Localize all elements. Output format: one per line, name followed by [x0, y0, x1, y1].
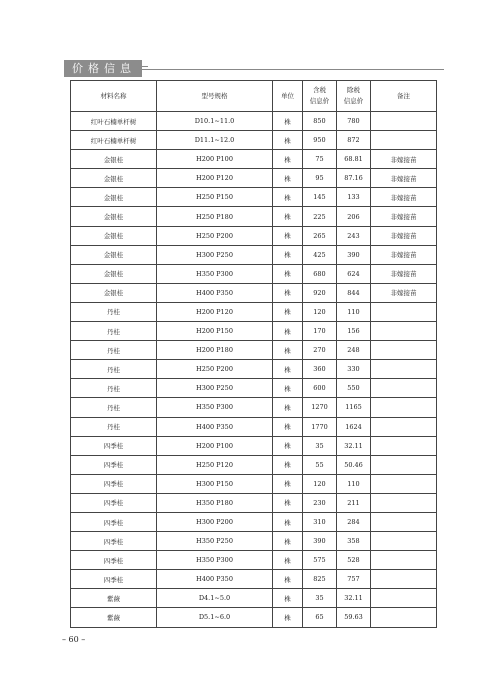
- cell-price-notax: 330: [337, 360, 371, 379]
- cell-remark: 非嫁接苗: [371, 264, 437, 283]
- cell-spec: H300 P250: [157, 245, 273, 264]
- cell-spec: H200 P150: [157, 322, 273, 341]
- cell-price-notax: 780: [337, 112, 371, 131]
- header-name: 材料名称: [71, 81, 157, 112]
- cell-remark: [371, 551, 437, 570]
- table-row: [71, 360, 437, 379]
- cell-spec: H250 P150: [157, 188, 273, 207]
- cell-spec: H300 P250: [157, 379, 273, 398]
- cell-spec: H350 P250: [157, 532, 273, 551]
- section-title: 价格信息: [64, 60, 142, 77]
- cell-price-tax: 95: [303, 169, 337, 188]
- header-price-tax-line2: 信息价: [309, 97, 330, 105]
- cell-unit: 株: [273, 532, 303, 551]
- cell-spec: H400 P350: [157, 283, 273, 302]
- cell-name: 四季桂: [71, 551, 157, 570]
- table-row: [71, 589, 437, 608]
- cell-unit: 株: [273, 360, 303, 379]
- cell-unit: 株: [273, 474, 303, 493]
- price-table: [70, 80, 437, 628]
- cell-price-tax: 265: [303, 226, 337, 245]
- cell-price-notax: 550: [337, 379, 371, 398]
- cell-price-tax: 75: [303, 150, 337, 169]
- cell-price-tax: 120: [303, 302, 337, 321]
- cell-remark: [371, 512, 437, 531]
- cell-price-notax: 156: [337, 322, 371, 341]
- cell-price-notax: 32.11: [337, 589, 371, 608]
- cell-remark: [371, 341, 437, 360]
- cell-remark: [371, 398, 437, 417]
- cell-price-notax: 1165: [337, 398, 371, 417]
- cell-name: 金银桂: [71, 188, 157, 207]
- cell-name: 丹桂: [71, 322, 157, 341]
- cell-remark: [371, 131, 437, 150]
- cell-remark: [371, 379, 437, 398]
- cell-price-notax: 390: [337, 245, 371, 264]
- table-row: [71, 322, 437, 341]
- cell-unit: 株: [273, 493, 303, 512]
- cell-price-tax: 270: [303, 341, 337, 360]
- cell-remark: [371, 608, 437, 627]
- cell-unit: 株: [273, 551, 303, 570]
- page-number: – 60 –: [62, 635, 86, 644]
- table-row: [71, 341, 437, 360]
- table-row: [71, 207, 437, 226]
- header-price-notax: [337, 81, 371, 112]
- cell-name: 四季桂: [71, 512, 157, 531]
- cell-name: 丹桂: [71, 379, 157, 398]
- cell-unit: 株: [273, 302, 303, 321]
- cell-name: 丹桂: [71, 302, 157, 321]
- table-row: [71, 436, 437, 455]
- cell-name: 紫薇: [71, 589, 157, 608]
- cell-spec: D11.1~12.0: [157, 131, 273, 150]
- cell-price-notax: 844: [337, 283, 371, 302]
- table-row: [71, 455, 437, 474]
- cell-price-tax: 230: [303, 493, 337, 512]
- cell-remark: 非嫁接苗: [371, 188, 437, 207]
- cell-price-tax: 225: [303, 207, 337, 226]
- cell-price-tax: 1270: [303, 398, 337, 417]
- cell-remark: [371, 589, 437, 608]
- cell-remark: [371, 493, 437, 512]
- cell-price-tax: 1770: [303, 417, 337, 436]
- cell-price-notax: 243: [337, 226, 371, 245]
- cell-unit: 株: [273, 589, 303, 608]
- cell-price-tax: 65: [303, 608, 337, 627]
- cell-price-notax: 528: [337, 551, 371, 570]
- cell-name: 红叶石楠单杆树: [71, 131, 157, 150]
- cell-price-tax: 920: [303, 283, 337, 302]
- cell-price-tax: 950: [303, 131, 337, 150]
- cell-price-notax: 284: [337, 512, 371, 531]
- table-row: [71, 150, 437, 169]
- cell-unit: 株: [273, 245, 303, 264]
- header-rule: [142, 69, 444, 70]
- header-remark: 备注: [371, 81, 437, 112]
- table-row: [71, 283, 437, 302]
- cell-spec: H250 P180: [157, 207, 273, 226]
- cell-name: 紫薇: [71, 608, 157, 627]
- cell-name: 金银桂: [71, 245, 157, 264]
- cell-name: 金银桂: [71, 283, 157, 302]
- cell-spec: H250 P200: [157, 226, 273, 245]
- cell-unit: 株: [273, 341, 303, 360]
- cell-name: 金银桂: [71, 264, 157, 283]
- cell-price-tax: 55: [303, 455, 337, 474]
- header-spec: 型号规格: [157, 81, 273, 112]
- cell-name: 四季桂: [71, 436, 157, 455]
- cell-unit: 株: [273, 112, 303, 131]
- cell-name: 四季桂: [71, 570, 157, 589]
- table-row: [71, 302, 437, 321]
- cell-remark: [371, 474, 437, 493]
- table-row: [71, 398, 437, 417]
- table-row: [71, 131, 437, 150]
- cell-remark: [371, 532, 437, 551]
- table-header-row: [71, 81, 437, 112]
- cell-name: 四季桂: [71, 493, 157, 512]
- cell-spec: H250 P120: [157, 455, 273, 474]
- cell-price-tax: 35: [303, 436, 337, 455]
- cell-spec: D5.1~6.0: [157, 608, 273, 627]
- cell-remark: [371, 112, 437, 131]
- cell-unit: 株: [273, 608, 303, 627]
- cell-price-tax: 600: [303, 379, 337, 398]
- cell-spec: H300 P150: [157, 474, 273, 493]
- cell-price-tax: 575: [303, 551, 337, 570]
- cell-price-notax: 358: [337, 532, 371, 551]
- cell-spec: H400 P350: [157, 417, 273, 436]
- cell-name: 丹桂: [71, 398, 157, 417]
- table-row: [71, 512, 437, 531]
- header-unit: 单位: [273, 81, 303, 112]
- cell-price-tax: 850: [303, 112, 337, 131]
- cell-unit: 株: [273, 455, 303, 474]
- cell-name: 四季桂: [71, 455, 157, 474]
- cell-remark: 非嫁接苗: [371, 226, 437, 245]
- cell-remark: 非嫁接苗: [371, 169, 437, 188]
- cell-price-tax: 170: [303, 322, 337, 341]
- cell-price-notax: 68.81: [337, 150, 371, 169]
- cell-remark: 非嫁接苗: [371, 283, 437, 302]
- cell-unit: 株: [273, 322, 303, 341]
- cell-price-notax: 624: [337, 264, 371, 283]
- cell-name: 金银桂: [71, 169, 157, 188]
- cell-remark: [371, 302, 437, 321]
- cell-price-notax: 110: [337, 474, 371, 493]
- cell-price-tax: 390: [303, 532, 337, 551]
- table-row: [71, 112, 437, 131]
- cell-spec: H200 P120: [157, 169, 273, 188]
- cell-price-tax: 310: [303, 512, 337, 531]
- cell-spec: H400 P350: [157, 570, 273, 589]
- cell-remark: [371, 570, 437, 589]
- cell-unit: 株: [273, 131, 303, 150]
- cell-spec: D10.1~11.0: [157, 112, 273, 131]
- table-row: [71, 226, 437, 245]
- table-row: [71, 570, 437, 589]
- cell-name: 红叶石楠单杆树: [71, 112, 157, 131]
- table-body: [71, 112, 437, 628]
- cell-spec: H350 P180: [157, 493, 273, 512]
- cell-price-notax: 32.11: [337, 436, 371, 455]
- cell-unit: 株: [273, 226, 303, 245]
- cell-price-notax: 133: [337, 188, 371, 207]
- cell-price-notax: 59.63: [337, 608, 371, 627]
- cell-price-tax: 425: [303, 245, 337, 264]
- cell-name: 四季桂: [71, 474, 157, 493]
- table-row: [71, 188, 437, 207]
- cell-unit: 株: [273, 283, 303, 302]
- cell-remark: 非嫁接苗: [371, 245, 437, 264]
- cell-price-notax: 206: [337, 207, 371, 226]
- cell-price-notax: 248: [337, 341, 371, 360]
- cell-unit: 株: [273, 188, 303, 207]
- header-rule-accent: [142, 66, 148, 67]
- cell-unit: 株: [273, 417, 303, 436]
- cell-spec: H200 P180: [157, 341, 273, 360]
- cell-unit: 株: [273, 570, 303, 589]
- table-row: [71, 245, 437, 264]
- cell-name: 金银桂: [71, 207, 157, 226]
- cell-spec: D4.1~5.0: [157, 589, 273, 608]
- cell-spec: H200 P100: [157, 436, 273, 455]
- cell-unit: 株: [273, 207, 303, 226]
- table-row: [71, 379, 437, 398]
- cell-price-tax: 120: [303, 474, 337, 493]
- cell-remark: [371, 322, 437, 341]
- cell-unit: 株: [273, 379, 303, 398]
- cell-spec: H350 P300: [157, 264, 273, 283]
- table-row: [71, 493, 437, 512]
- table-row: [71, 264, 437, 283]
- table-row: [71, 551, 437, 570]
- cell-price-notax: 1624: [337, 417, 371, 436]
- cell-remark: [371, 436, 437, 455]
- cell-name: 四季桂: [71, 532, 157, 551]
- cell-price-notax: 872: [337, 131, 371, 150]
- cell-remark: [371, 455, 437, 474]
- cell-price-tax: 35: [303, 589, 337, 608]
- table-row: [71, 417, 437, 436]
- cell-spec: H350 P300: [157, 398, 273, 417]
- cell-remark: 非嫁接苗: [371, 207, 437, 226]
- header-price-tax-line1: 含税: [313, 86, 326, 94]
- cell-unit: 株: [273, 150, 303, 169]
- table-row: [71, 474, 437, 493]
- cell-price-tax: 680: [303, 264, 337, 283]
- cell-price-notax: 211: [337, 493, 371, 512]
- cell-unit: 株: [273, 264, 303, 283]
- cell-spec: H300 P200: [157, 512, 273, 531]
- table-row: [71, 532, 437, 551]
- cell-price-notax: 50.46: [337, 455, 371, 474]
- cell-price-notax: 757: [337, 570, 371, 589]
- cell-name: 丹桂: [71, 417, 157, 436]
- table-row: [71, 169, 437, 188]
- cell-spec: H200 P120: [157, 302, 273, 321]
- cell-unit: 株: [273, 436, 303, 455]
- cell-remark: 非嫁接苗: [371, 150, 437, 169]
- header-price-tax: [303, 81, 337, 112]
- cell-name: 金银桂: [71, 226, 157, 245]
- cell-remark: [371, 360, 437, 379]
- cell-unit: 株: [273, 512, 303, 531]
- cell-name: 金银桂: [71, 150, 157, 169]
- cell-price-tax: 145: [303, 188, 337, 207]
- cell-unit: 株: [273, 398, 303, 417]
- cell-price-tax: 825: [303, 570, 337, 589]
- header-price-notax-line2: 信息价: [343, 97, 364, 105]
- header-price-notax-line1: 除税: [347, 86, 360, 94]
- cell-unit: 株: [273, 169, 303, 188]
- cell-price-notax: 87.16: [337, 169, 371, 188]
- table-row: [71, 608, 437, 627]
- cell-spec: H250 P200: [157, 360, 273, 379]
- cell-spec: H200 P100: [157, 150, 273, 169]
- cell-name: 丹桂: [71, 341, 157, 360]
- cell-name: 丹桂: [71, 360, 157, 379]
- cell-remark: [371, 417, 437, 436]
- cell-price-tax: 360: [303, 360, 337, 379]
- cell-price-notax: 110: [337, 302, 371, 321]
- cell-spec: H350 P300: [157, 551, 273, 570]
